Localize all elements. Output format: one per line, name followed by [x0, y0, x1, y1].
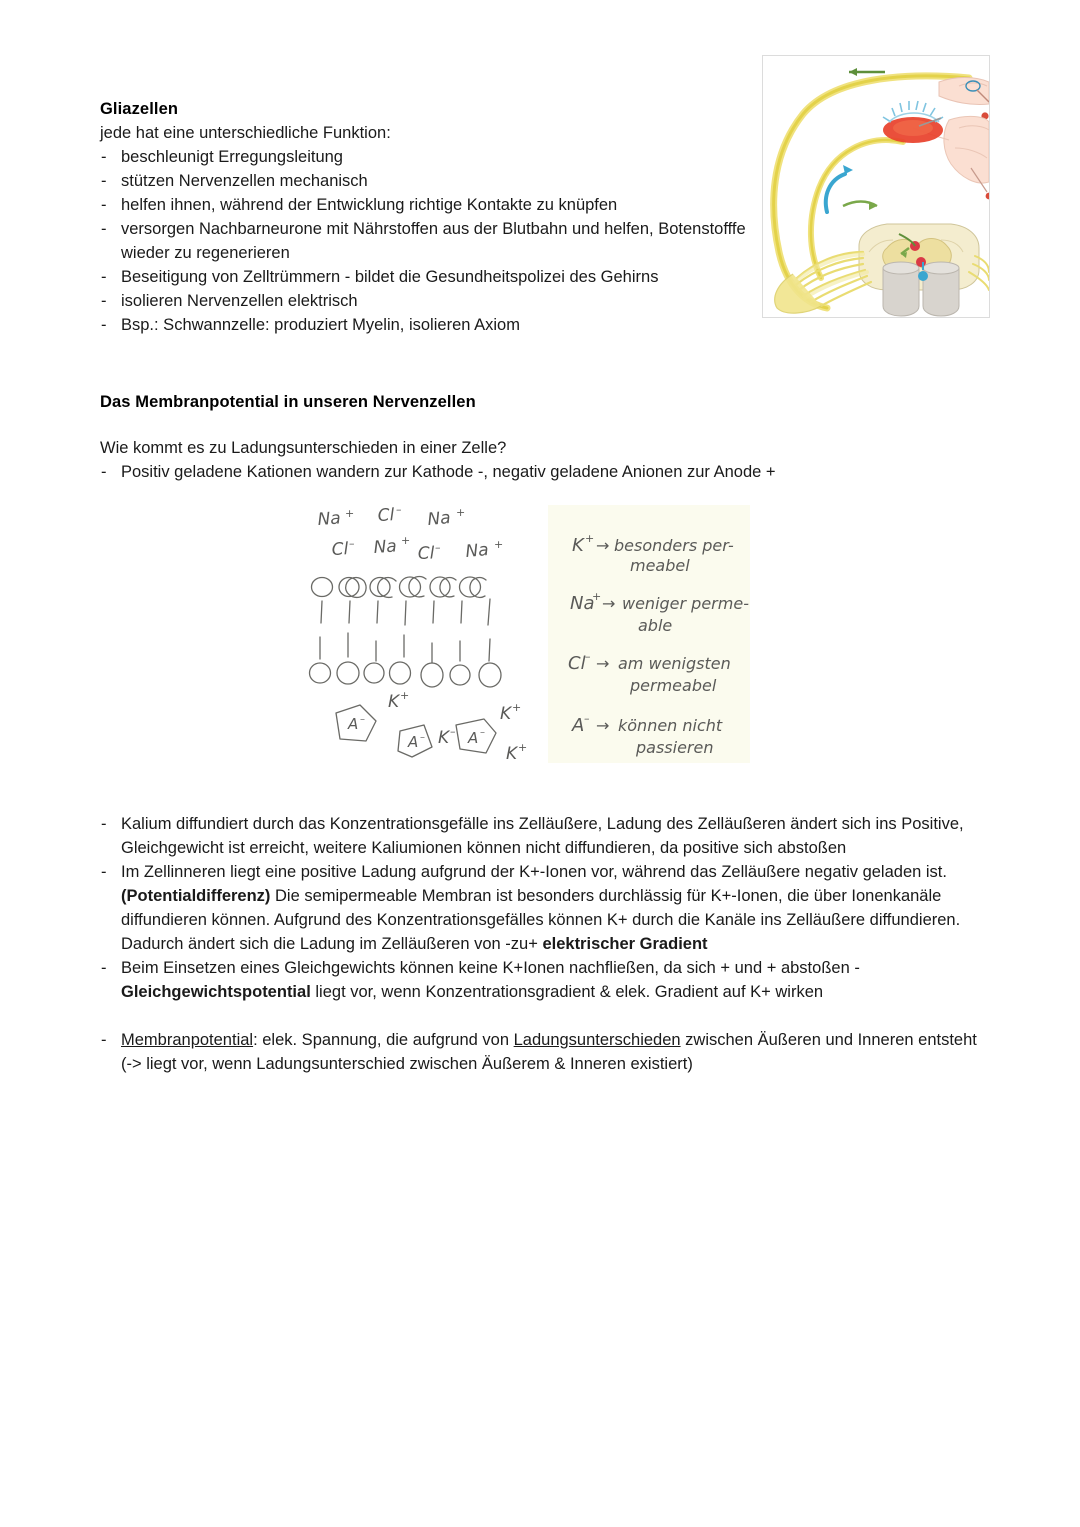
dash-bullet-icon: - [101, 316, 107, 334]
anion-charge: – [480, 727, 485, 738]
potassium-charge: + [400, 689, 410, 702]
potassium-charge: – [450, 725, 456, 738]
handwritten-membrane-sketch [300, 503, 750, 765]
ion-label: Cl [331, 539, 349, 560]
ion-charge: – [349, 537, 355, 550]
annotation-text: weniger perme- [622, 594, 749, 613]
membranpotential-question: Wie kommt es zu Ladungsunterschieden in einer Zelle? [100, 439, 507, 457]
annotation-text: können nicht [618, 716, 723, 735]
list-item-text: Positiv geladene Kationen wandern zur Kathode -, negativ geladene Anionen zur Anode + [121, 463, 776, 481]
anion-charge: – [360, 714, 365, 725]
list-item [100, 193, 750, 217]
list-item [100, 956, 985, 1004]
ion-charge: – [435, 541, 441, 554]
ion-charge: + [494, 538, 504, 551]
text-run: Im Zellinneren liegt eine positive Ladung aufgrund der K+-Ionen vor, während das Zelläußere negativ geladen ist. [121, 863, 947, 881]
membranpotential-heading: Das Membranpotential in unseren Nervenzellen [100, 393, 476, 411]
reflex-arc-illustration [762, 55, 990, 318]
anion-label: A [408, 733, 419, 751]
list-item [100, 460, 980, 484]
anion-label: A [468, 729, 479, 747]
list-item [100, 169, 750, 193]
annotation-text: able [638, 616, 673, 635]
ion-charge: + [345, 507, 355, 520]
bold-term-elektrischer-gradient: elektrischer Gradient [542, 935, 708, 953]
dash-bullet-icon: - [101, 220, 107, 238]
potassium-label: K [388, 692, 400, 712]
spacer [100, 414, 980, 436]
list-item [100, 812, 985, 860]
dash-bullet-icon: - [101, 292, 107, 310]
potassium-charge: + [518, 741, 528, 754]
annotation-ion: K [572, 535, 584, 556]
annotation-arrow: → [596, 716, 610, 735]
potassium-label: K [500, 704, 512, 724]
list-item-text: Bsp.: Schwannzelle: produziert Myelin, isolieren Axiom [121, 316, 520, 334]
gliazellen-heading: Gliazellen [100, 100, 179, 118]
dash-bullet-icon: - [101, 148, 107, 166]
lipid-lower-layer [310, 633, 502, 687]
potassium-label: K [438, 728, 450, 748]
annotation-text: meabel [630, 556, 690, 575]
anion-charge: – [420, 732, 425, 743]
potassium-charge: + [512, 701, 522, 714]
underlined-term-ladungsunterschieden: Ladungsunterschieden [513, 1031, 681, 1049]
gliazellen-intro: jede hat eine unterschiedliche Funktion: [100, 124, 391, 142]
section-lower-notes [100, 812, 985, 1076]
text-run: Die semipermeable Membran ist besonders durchlässig für K+-Ionen, die über Ionenkanäle diffundieren können. Aufgrund des Konzentrationsgefälles können K+ durch die Kanäle ins Zelläußere diffundieren. Dadurch ändert sich die Ladung im Zelläußeren von -zu+ [121, 887, 961, 953]
list-item-text [121, 1031, 977, 1073]
list-item [100, 217, 750, 265]
underlined-term-membranpotential: Membranpotential [121, 1031, 254, 1049]
ion-charge: + [401, 534, 411, 547]
gliazellen-bullet-list [100, 145, 750, 337]
ion-label: Na [316, 508, 342, 530]
ion-label: Na [464, 540, 490, 562]
annotation-text: permeabel [630, 676, 717, 695]
list-item [100, 1028, 985, 1076]
list-item [100, 313, 750, 337]
annotation-text: passieren [636, 738, 714, 757]
annotation-charge: + [585, 532, 595, 545]
dash-bullet-icon: - [101, 815, 107, 833]
annotation-charge: + [592, 590, 602, 603]
ion-label: Cl [377, 505, 395, 526]
spacer-item [100, 1004, 985, 1028]
ion-label: Cl [417, 543, 435, 564]
dash-bullet-icon: - [101, 863, 107, 881]
annotation-arrow: → [596, 536, 610, 555]
membranpotential-bullet-list [100, 460, 980, 484]
list-item-text: isolieren Nervenzellen elektrisch [121, 292, 358, 310]
text-run: zwischen Äußeren und Inneren entsteht (-> liegt vor, wenn Ladungsunterschied zwischen Äußerem & Inneren existiert) [121, 1031, 977, 1073]
list-item-text: Kalium diffundiert durch das Konzentrationsgefälle ins Zelläußere, Ladung des Zelläußeren ändert sich ins Positive, Gleichgewicht ist erreicht, weitere Kaliumionen können nicht diffundieren, da positive sich abstoßen [121, 815, 964, 857]
potassium-label: K [506, 744, 518, 764]
dash-bullet-icon: - [101, 268, 107, 286]
ion-charge: + [456, 506, 466, 519]
annotation-ion: A [572, 715, 585, 736]
text-run: liegt vor, wenn Konzentrationsgradient & elek. Gradient auf K+ wirken [310, 983, 824, 1001]
dash-bullet-icon: - [101, 1031, 107, 1049]
list-item-text [121, 863, 960, 953]
dash-bullet-icon: - [101, 463, 107, 481]
bold-term-gleichgewichtspotential: Gleichgewichtspotential [121, 983, 311, 1001]
anion-label: A [348, 715, 359, 733]
dash-bullet-icon: - [101, 196, 107, 214]
annotation-charge: – [585, 650, 591, 663]
section-gliazellen [100, 97, 750, 337]
lower-bullet-list [100, 812, 985, 1076]
dash-bullet-icon: - [101, 172, 107, 190]
annotation-ion: Na [570, 593, 595, 614]
text-run: : elek. Spannung, die aufgrund von [253, 1031, 514, 1049]
list-item [100, 145, 750, 169]
permeability-annotations [568, 532, 749, 757]
annotation-ion: Cl [568, 653, 586, 674]
section-membranpotential [100, 390, 980, 484]
lipid-upper-layer [312, 577, 491, 625]
bold-term-potentialdifferenz: (Potentialdifferenz) [121, 887, 271, 905]
ion-label: Na [372, 536, 398, 558]
list-item-text: beschleunigt Erregungsleitung [121, 148, 343, 166]
list-item-text: Beseitigung von Zelltrümmern - bildet die Gesundheitspolizei des Gehirns [121, 268, 659, 286]
dash-bullet-icon: - [101, 959, 107, 977]
list-item-text: stützen Nervenzellen mechanisch [121, 172, 368, 190]
annotation-arrow: → [596, 654, 610, 673]
list-item-text: helfen ihnen, während der Entwicklung richtige Kontakte zu knüpfen [121, 196, 618, 214]
ion-charge: – [396, 503, 402, 516]
annotation-text: besonders per- [614, 536, 734, 555]
list-item [100, 860, 985, 956]
annotation-text: am wenigsten [618, 654, 731, 673]
ion-label: Na [426, 508, 452, 530]
annotation-charge: – [584, 712, 590, 725]
annotation-arrow: → [602, 594, 616, 613]
text-run: Beim Einsetzen eines Gleichgewichts können keine K+Ionen nachfließen, da sich + und + abstoßen - [121, 959, 860, 977]
list-item [100, 289, 750, 313]
list-item-text [121, 959, 860, 1001]
list-item-text: versorgen Nachbarneurone mit Nährstoffen aus der Blutbahn und helfen, Botenstofffe wieder zu regenerieren [121, 220, 746, 262]
list-item [100, 265, 750, 289]
